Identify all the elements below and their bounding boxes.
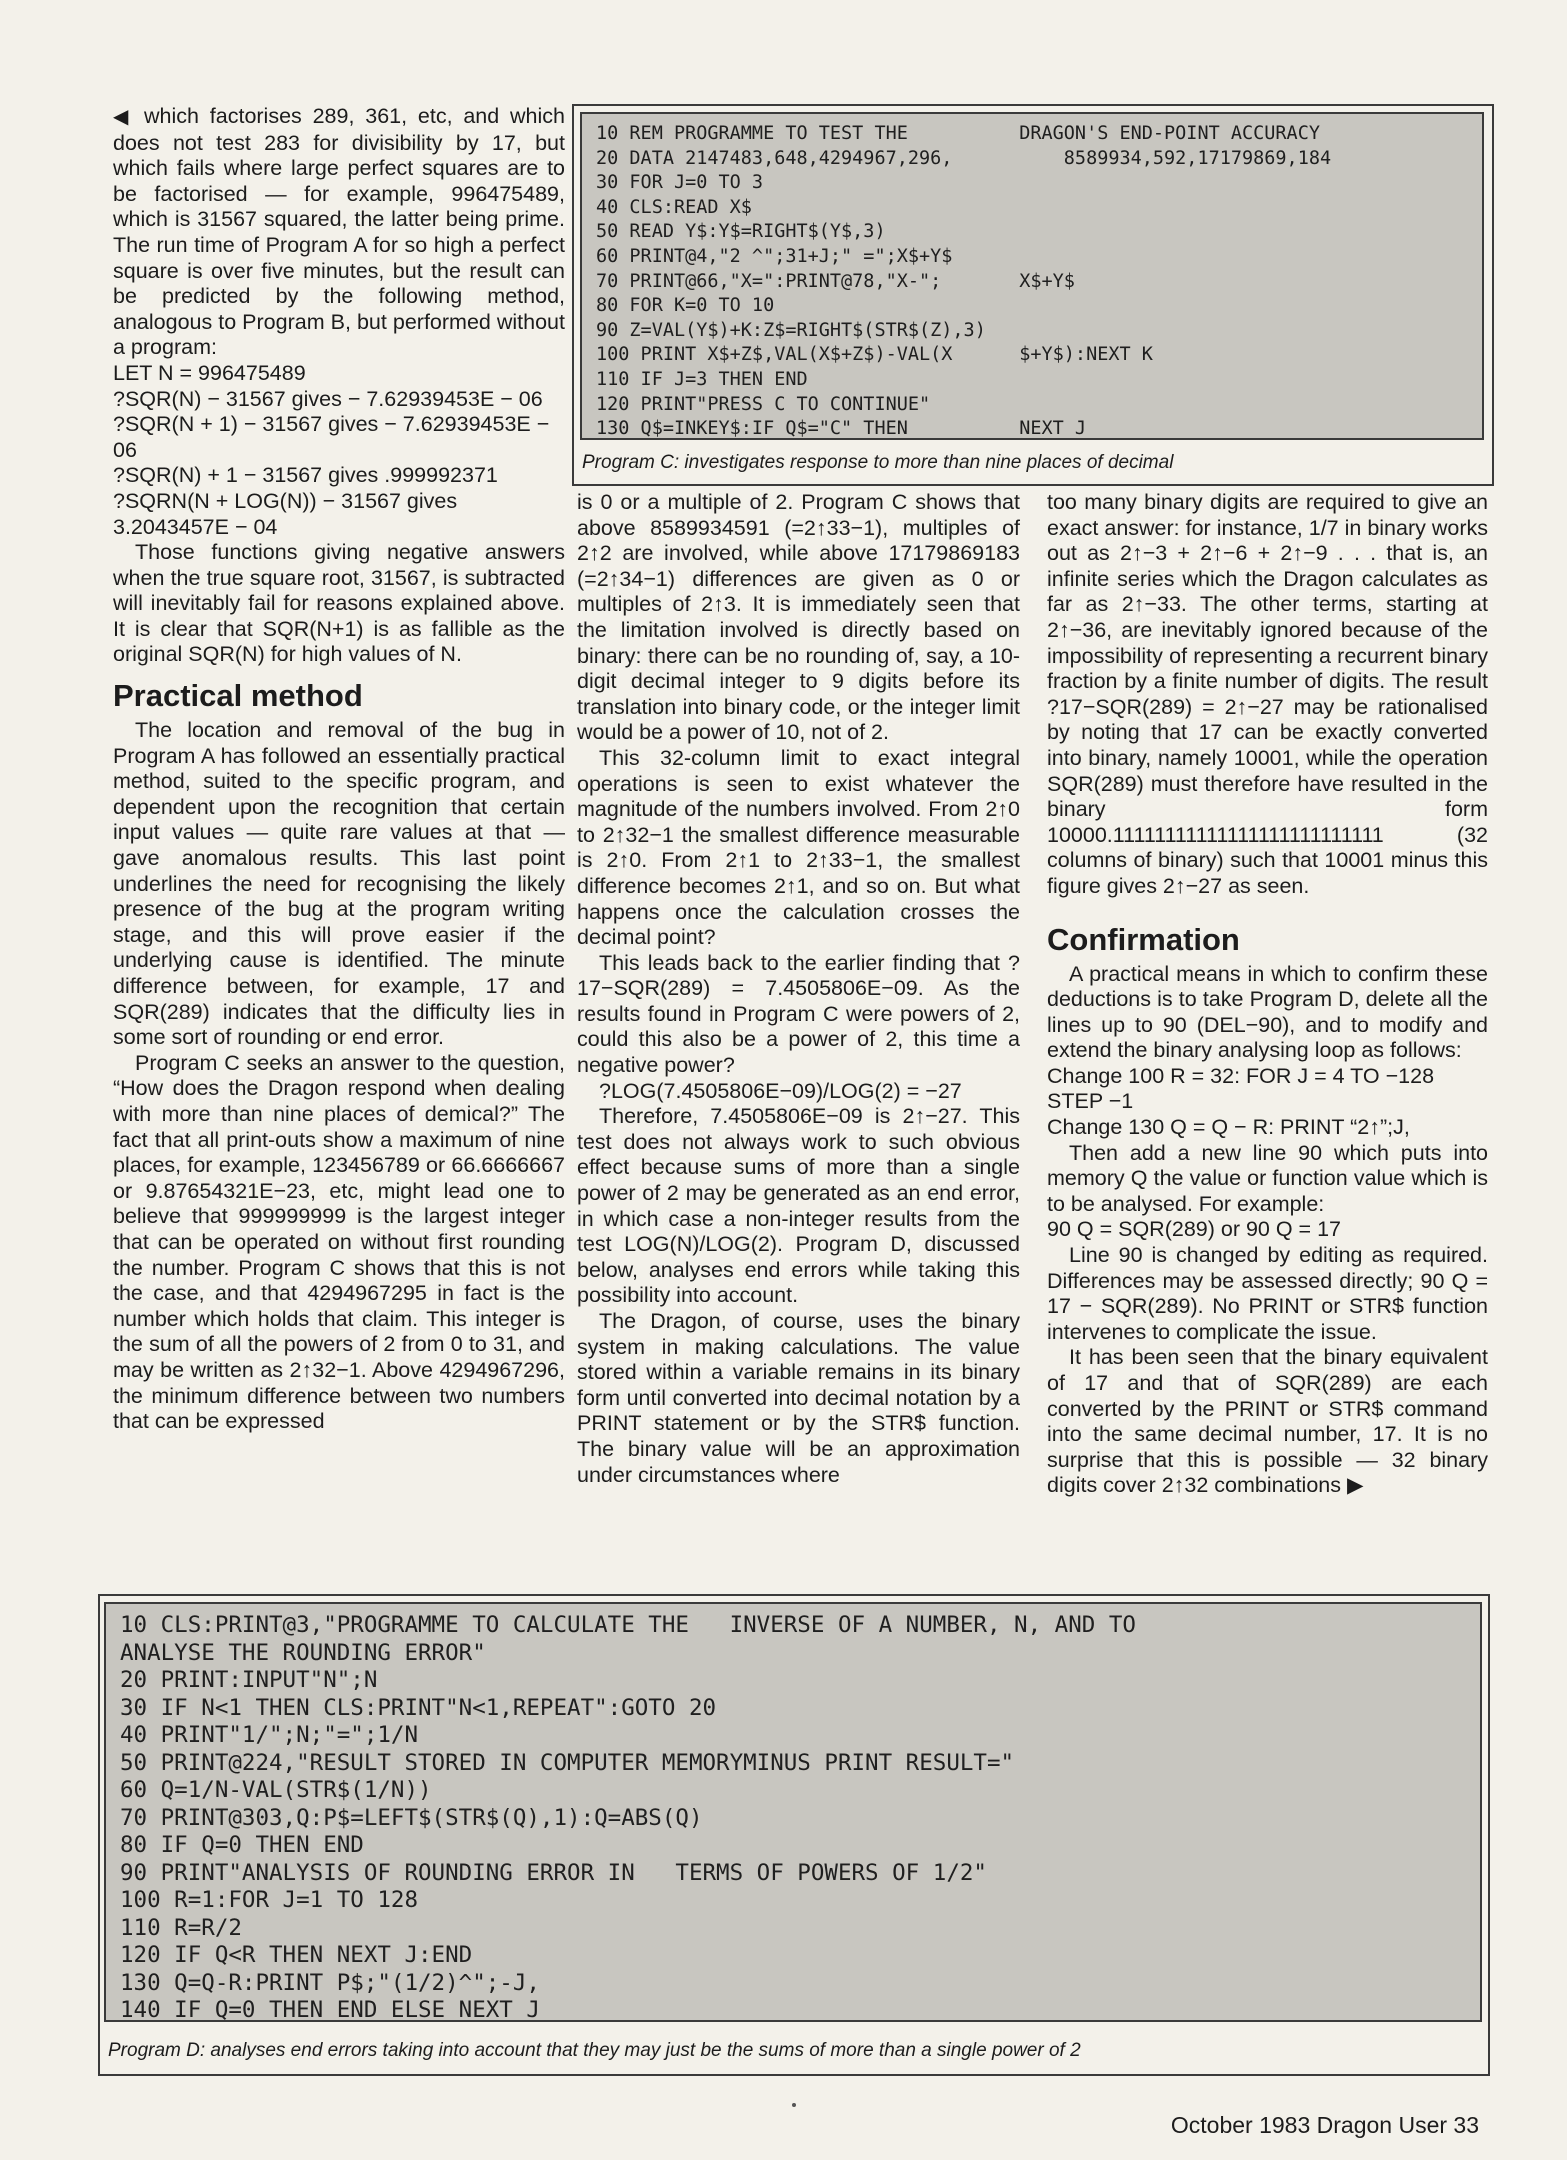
section-heading: Confirmation <box>1047 921 1240 957</box>
paragraph: The location and removal of the bug in Program A has followed an essentially practical method, suited to the specific program, and dependent upon the recognition that certain input values — quite rare values at that — gave anomalous results. This last point underlines the need for recognising the likely presence of the bug at the program writing stage, and this will prove easier if the underlying cause is identified. The minute difference between, for example, 17 and SQR(289) indicates that the difficulty lies in some sort of rounding or end error. <box>113 718 565 1050</box>
code-line: 30 IF N<1 THEN CLS:PRINT"N<1,REPEAT":GOTO 20 <box>120 1694 717 1721</box>
code-line: 40 PRINT"1/";N;"=";1/N <box>120 1722 419 1748</box>
calc-line: Change 130 Q = Q − R: PRINT “2↑”;J, <box>1047 1115 1410 1140</box>
paragraph: It has been seen that the binary equivalent of 17 and that of SQR(289) are each converted by the PRINT or STR$ command into the same decimal number, 17. It is no surprise that this is possible — 32 binary digits cover 2↑32 combinations ▶ <box>1047 1345 1488 1498</box>
paragraph: Therefore, 7.4505806E−09 is 2↑−27. This test does not always work to such obvious effect because sums of more than a single power of 2 may be generated as an end error, in which case a non-integer results from the test LOG(N)/LOG(2). Program D, discussed below, analyses end errors while taking this possibility into account. <box>577 1104 1020 1308</box>
continued-arrow-icon: ◀ <box>113 106 134 128</box>
code-line: 100 R=1:FOR J=1 TO 128 <box>120 1887 419 1913</box>
paragraph: This 32-column limit to exact integral operations is seen to exist whatever the magnitude of the numbers involved. From 2↑0 to 2↑32−1 the smallest difference measurable is 2↑0. From 2↑1 to 2↑33−1, the smallest difference becomes 2↑1, and so on. But what happens once the calculation crosses the decimal point? <box>577 745 1020 950</box>
code-line: 30 FOR J=0 TO 3 <box>596 172 764 194</box>
column-1 <box>113 104 565 1435</box>
paragraph: too many binary digits are required to give an exact answer: for instance, 1/7 in binary works out as 2↑−3 + 2↑−6 + 2↑−9 . . . that is, an infinite series which the Dragon calculates as far as 2↑−33. The other terms, starting at 2↑−36, are inevitably ignored because of the impossibility of representing a recurrent binary fraction by a finite number of digits. The result ?17−SQR(289) = 2↑−27 may be rationalised by noting that 17 can be exactly converted into binary, namely 10001, while the operation SQR(289) must therefore have resulted in the binary form 10000.11111111111111111111111111 (32 columns of binary) such that 10001 minus this figure gives 2↑−27 as seen. <box>1047 490 1488 898</box>
code-line: 140 IF Q=0 THEN END ELSE NEXT J <box>120 1997 540 2022</box>
calc-line: ?SQR(N) + 1 − 31567 gives .999992371 <box>113 463 498 488</box>
paragraph <box>113 104 565 361</box>
code-line: 100 PRINT X$+Z$,VAL(X$+Z$)-VAL(X $+Y$):NEXT K <box>596 344 1153 366</box>
paragraph: This leads back to the earlier finding that ?17−SQR(289) = 7.4505806E−09. As the results found in Program C were powers of 2, could this also be a power of 2, this time a negative power? <box>577 950 1020 1078</box>
code-line: 20 DATA 2147483,648,4294967,296, 8589934,592,17179869,184 <box>596 147 1332 169</box>
column-3 <box>1047 490 1488 1499</box>
code-line: 120 IF Q<R THEN NEXT J:END <box>120 1942 473 1968</box>
program-d-listing <box>104 1602 1482 2022</box>
code-line: 50 READ Y$:Y$=RIGHT$(Y$,3) <box>596 221 886 243</box>
code-line: 40 CLS:READ X$ <box>596 196 752 218</box>
code-line: 80 FOR K=0 TO 10 <box>596 295 775 317</box>
calc-line: LET N = 996475489 <box>113 360 306 385</box>
paragraph-text: which factorises 289, 361, etc, and which does not test 283 for divisibility by 17, but which fails where large perfect squares are to be factorised — for example, 996475489, which is 31567 squared, the latter being prime. The run time of Program A for so high a perfect square is over five minutes, but the result can be predicted by the following method, analogous to Program B, but performed without a program: <box>113 104 565 360</box>
code-line: 110 R=R/2 <box>120 1914 242 1941</box>
code-line: 10 REM PROGRAMME TO TEST THE DRAGON'S END-POINT ACCURACY <box>596 123 1320 144</box>
paragraph: The Dragon, of course, uses the binary system in making calculations. The value stored within a variable remains in its binary form until converted into decimal notation by a PRINT statement or by the STR$ function. The binary value will be an approximation under circumstances where <box>577 1309 1020 1487</box>
paragraph: Line 90 is changed by editing as required. Differences may be assessed directly; 90 Q = 17 − SQR(289). No PRINT or STR$ function intervenes to complicate the issue. <box>1047 1243 1488 1344</box>
calc-line: ?SQR(N) − 31567 gives − 7.62939453E − 06 <box>113 386 543 411</box>
code-line: ANALYSE THE ROUNDING ERROR" <box>120 1639 486 1666</box>
section-heading: Practical method <box>113 678 363 714</box>
calc-line: Change 100 R = 32: FOR J = 4 TO −128 STEP −1 <box>1047 1063 1435 1114</box>
code-line: 50 PRINT@224,"RESULT STORED IN COMPUTER MEMORYMINUS PRINT RESULT=" <box>120 1749 1015 1776</box>
paragraph: Those functions giving negative answers when the true square root, 31567, is subtracted will inevitably fail for reasons explained above. It is clear that SQR(N+1) is as fallible as the original SQR(N) for high values of N. <box>113 540 565 667</box>
code-line: 90 PRINT"ANALYSIS OF ROUNDING ERROR IN TERMS OF POWERS OF 1/2" <box>120 1859 987 1886</box>
program-c-caption: Program C: investigates response to more than nine places of decimal <box>582 452 1174 473</box>
program-c-listing <box>580 112 1484 440</box>
print-speck <box>792 2103 796 2107</box>
code-line: 10 CLS:PRINT@3,"PROGRAMME TO CALCULATE THE INVERSE OF A NUMBER, N, AND TO <box>120 1612 1136 1638</box>
code-line: 70 PRINT@303,Q:P$=LEFT$(STR$(Q),1):Q=ABS(Q) <box>120 1804 703 1831</box>
code-line: 80 IF Q=0 THEN END <box>120 1832 364 1858</box>
code-line: 120 PRINT"PRESS C TO CONTINUE" <box>596 393 931 415</box>
code-line: 60 PRINT@4,"2 ^";31+J;" =";X$+Y$ <box>596 245 953 267</box>
code-line: 90 Z=VAL(Y$)+K:Z$=RIGHT$(STR$(Z),3) <box>596 319 986 341</box>
calc-line: 90 Q = SQR(289) or 90 Q = 17 <box>1047 1217 1341 1242</box>
code-line: 70 PRINT@66,"X=":PRINT@78,"X-"; X$+Y$ <box>596 270 1075 292</box>
code-line: 110 IF J=3 THEN END <box>596 368 808 390</box>
calc-line: ?SQRN(N + LOG(N)) − 31567 gives 3.2043457E − 04 <box>113 488 458 539</box>
page-footer: October 1983 Dragon User 33 <box>1170 2112 1479 2138</box>
code-line: 130 Q=Q-R:PRINT P$;"(1/2)^";-J, <box>120 1969 540 1996</box>
code-line: 130 Q$=INKEY$:IF Q$="C" THEN NEXT J <box>596 418 1087 440</box>
paragraph: A practical means in which to confirm these deductions is to take Program D, delete all the lines up to 90 (DEL−90), and to modify and extend the binary analysing loop as follows: <box>1047 961 1488 1063</box>
calc-line: ?SQR(N + 1) − 31567 gives − 7.62939453E − 06 <box>113 412 550 462</box>
calc-line: ?LOG(7.4505806E−09)/LOG(2) = −27 <box>599 1078 962 1103</box>
paragraph: Then add a new line 90 which puts into memory Q the value or function value which is to be analysed. For example: <box>1047 1140 1488 1216</box>
program-d-caption: Program D: analyses end errors taking into account that they may just be the sums of more than a single power of 2 <box>108 2040 1081 2061</box>
column-2 <box>577 490 1020 1488</box>
code-line: 20 PRINT:INPUT"N";N <box>120 1667 378 1693</box>
paragraph: Program C seeks an answer to the question, “How does the Dragon respond when dealing with more than nine places of demical?” The fact that all print-outs show a maximum of nine places, for example, 123456789 or 66.6666667 or 9.87654321E−23, etc, might lead one to believe that 999999999 is the largest integer that can be operated on without first rounding the number. Program C shows that this is not the case, and that 4294967295 in fact is the number which holds that claim. This integer is the sum of all the powers of 2 from 0 to 31, and may be written as 2↑32−1. Above 4294967296, the minimum difference between two numbers that can be expressed <box>113 1050 565 1434</box>
code-line: 60 Q=1/N-VAL(STR$(1/N)) <box>120 1777 432 1803</box>
paragraph: is 0 or a multiple of 2. Program C shows that above 8589934591 (=2↑33−1), multiples of 2↑2 are involved, while above 17179869183 (=2↑34−1) differences are given as 0 or multiples of 2↑3. It is immediately seen that the limitation involved is directly based on binary: there can be no rounding of, say, a 10-digit decimal integer to 9 digits before its translation into binary code, or the integer limit would be a power of 10, not of 2. <box>577 490 1020 745</box>
